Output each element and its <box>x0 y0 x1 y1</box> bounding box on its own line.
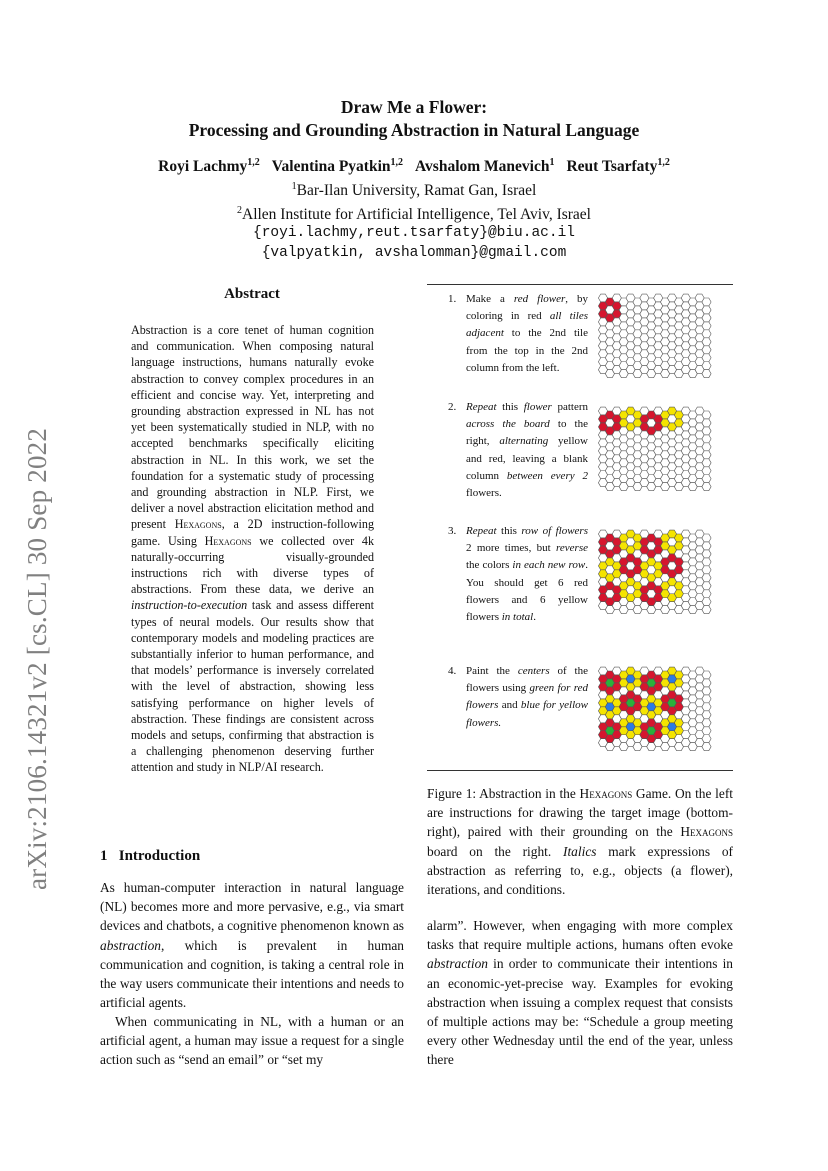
figure-step-4: 4. Paint the centers of the flowers using green for red flowers and blue for yellow flowers. <box>448 665 588 729</box>
figure-top-rule <box>427 284 733 285</box>
email-line-2: {valpyatkin, avshalomman}@gmail.com <box>261 244 567 261</box>
hex-tile <box>702 362 711 370</box>
hex-tile <box>702 703 711 711</box>
hex-tile <box>702 411 711 419</box>
hex-tile <box>702 550 711 558</box>
hex-tile <box>702 687 711 695</box>
hex-tile <box>702 735 711 743</box>
paper-title <box>0 96 828 142</box>
intro-right-column: alarm”. However, when engaging with more complex tasks that require multiple actions, humans often evoke abstraction in order to communicate their intentions in an economic-yet-precise way. Examples for evoking abstraction when issuing a complex request that consists of multiple actions may be: “Schedule a group meeting every other Wednesday until the end of the year, unless there <box>427 918 733 1068</box>
hex-tile <box>702 330 711 338</box>
hex-tile <box>702 475 711 483</box>
hex-tile <box>702 427 711 435</box>
hex-tile <box>702 582 711 590</box>
author-list <box>0 157 828 176</box>
affiliation-1: $^1$Bar-Ilan University, Ramat Gan, Israel <box>291 181 537 200</box>
hex-tile <box>702 443 711 451</box>
figure-1-caption: Figure 1: Abstraction in the Hexagons Game. On the left are instructions for drawing the target image (bottom-right), paired with their grounding on the Hexagons board on the right. Italics mark expressions of abstraction as referring to, e.g., objects (a flower), iterations, and conditions. <box>427 786 734 898</box>
hex-tile <box>702 671 711 679</box>
hex-tile <box>702 711 711 719</box>
email-line-1: {royi.lachmy,reut.tsarfaty}@biu.ac.il <box>253 225 575 242</box>
hex-tile <box>702 467 711 475</box>
intro-paragraph-1: As human-computer interaction in natural language (NL) becomes more and more pervasive, e.g., via smart devices and chatbots, a cognitive phenomenon known as abstraction, which is prevalent in human communication and cognition, is taking a central role in the way users communicate their intentions and needs to artificial agents. <box>100 880 404 1011</box>
hex-tile <box>702 346 711 354</box>
hex-tile <box>702 354 711 362</box>
hex-tile <box>702 451 711 459</box>
hex-tile <box>702 542 711 550</box>
hex-tile <box>702 719 711 727</box>
hex-tile <box>702 558 711 566</box>
hex-tile <box>702 727 711 735</box>
hex-tile <box>702 483 711 491</box>
author-name: Royi Lachmy$^{1,2}$ <box>158 157 260 176</box>
figure-bottom-rule <box>427 770 733 771</box>
author-name: Valentina Pyatkin$^{1,2}$ <box>271 157 403 176</box>
figure-step-2: 2. Repeat this flower pattern across the board to the right, alternating yellow and red, leaving a blank column between every 2 flowers. <box>448 401 588 500</box>
title-line-2: Processing and Grounding Abstraction in Natural Language <box>188 120 640 140</box>
section-heading-introduction: 1 Introduction <box>100 848 201 864</box>
hex-tile <box>702 435 711 443</box>
author-name: Avshalom Manevich$^1$ <box>415 157 555 176</box>
hex-tile <box>702 679 711 687</box>
abstract-heading: Abstract <box>224 286 280 302</box>
hex-tile <box>702 590 711 598</box>
arxiv-identifier: arXiv:2106.14321v2 [cs.CL] 30 Sep 2022 <box>22 427 52 890</box>
hex-tile <box>702 419 711 427</box>
affiliations <box>0 177 828 263</box>
hex-tile <box>702 306 711 314</box>
hex-tile <box>702 566 711 574</box>
figure-step-3: 3. Repeat this row of flowers 2 more times, but reverse the colors in each new row. You should get 6 red flowers and 6 yellow flowers in total. <box>448 525 588 624</box>
title-line-1: Draw Me a Flower: <box>340 97 488 117</box>
hex-tile <box>702 370 711 378</box>
affiliation-2: $^2$Allen Institute for Artificial Intelligence, Tel Aviv, Israel <box>237 204 591 223</box>
hex-tile <box>702 534 711 542</box>
hexagon-board-step-3 <box>597 528 727 618</box>
author-name: Reut Tsarfaty$^{1,2}$ <box>566 157 670 176</box>
hexagon-board-step-1 <box>597 292 727 382</box>
hex-tile <box>702 743 711 751</box>
hex-tile <box>702 322 711 330</box>
intro-paragraph-2: When communicating in NL, with a human or an artificial agent, a human may issue a request for a single action such as “send an email” or “set my <box>100 1014 404 1068</box>
hex-tile <box>702 338 711 346</box>
hex-tile <box>702 298 711 306</box>
hex-tile <box>702 574 711 582</box>
hex-tile <box>702 459 711 467</box>
hex-tile <box>702 598 711 606</box>
hexagon-board-step-2 <box>597 405 727 495</box>
hex-tile <box>702 695 711 703</box>
hexagon-board-step-4 <box>597 665 727 755</box>
figure-step-1: 1. Make a red flower, by coloring in red all tiles adjacent to the 2nd tile from the top in the 2nd column from the left. <box>448 293 588 374</box>
abstract-body: Abstraction is a core tenet of human cognition and communication. When composing natural language instructions, humans naturally evoke abstraction to convey complex procedures in an efficient and concise way. Yet, interpreting and grounding abstraction expressed in NL has not yet been systematically studied in NLP, with no accepted benchmarks specifically eliciting abstraction in NL. In this work, we set the foundation for a systematic study of processing and grounding abstraction in NLP. First, we deliver a novel abstraction elicitation method and present Hexagons, a 2D instruction-following game. Using Hexagons we collected over 4k naturally-occurring visually-grounded instructions rich with diverse types of abstractions. From these data, we derive an instruction-to-execution task and assess different types of neural models. Our results show that contemporary models and modeling practices are substantially inferior to human performance, and that models’ performance is inversely correlated with the level of abstraction, showing less satisfying performance on higher levels of abstraction. These findings are consistent across models and setups, confirming that abstraction is a challenging phenomenon deserving further attention and study in NLP/AI research. <box>131 323 374 775</box>
hex-tile <box>702 606 711 614</box>
hex-tile <box>702 314 711 322</box>
